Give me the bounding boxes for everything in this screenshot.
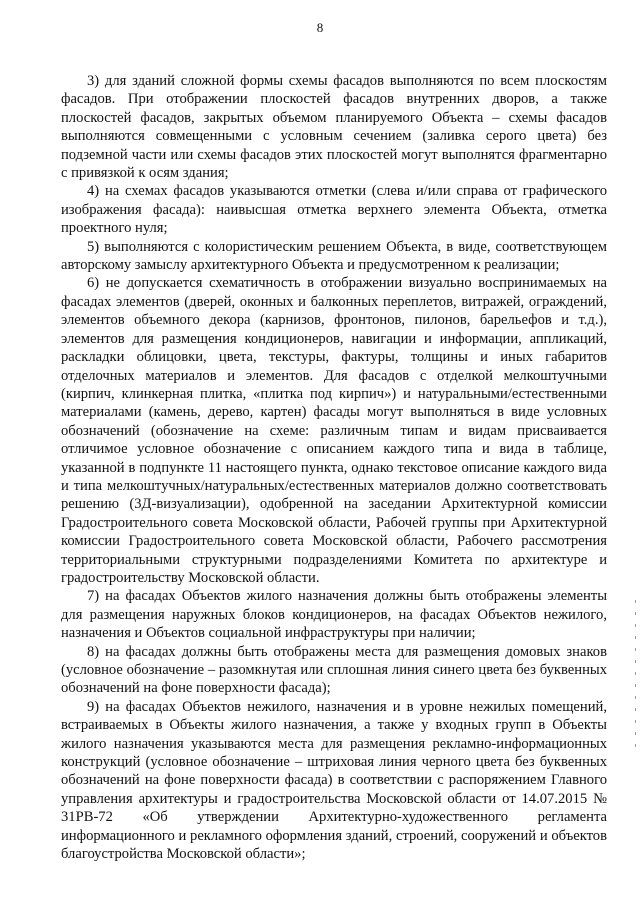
paragraph-item-4: 4) на схемах фасадов указываются отметки (слева и/или справа от графического изображения фасада): наивысшая отметка верхнего элемента Объекта, отметка проектного нуля; bbox=[61, 183, 607, 237]
paragraph-item-9: 9) на фасадах Объектов нежилого, назначения и в уровне нежилых помещений, встраиваемых в Объекты жилого назначения, а также у входных групп в Объекты жилого назначения указываются места для размещения рекламно-информационных конструкций (условное обозначение – штриховая линия черного цвета без буквенных обозначений на фоне поверхности фасада) в соответствии с распоряжением Главного управления архитектуры и градостроительства Московской области от 14.07.2015 № 31РВ-72 «Об утверждении Архитектурно-художественного регламента информационного и рекламного оформления зданий, строений, сооружений и объектов благоустройства Московской области»; bbox=[61, 698, 607, 863]
paragraph-item-8: 8) на фасадах должны быть отображены места для размещения домовых знаков (условное обозначение – разомкнутая или сплошная линия синего цвета без буквенных обозначений на фоне поверхности фасада); bbox=[61, 643, 607, 697]
paragraph-item-3: 3) для зданий сложной формы схемы фасадов выполняются по всем плоскостям фасадов. При отображении плоскостей фасадов внутренних дворов, а также плоскостей фасадов, закрытых объемом планируемого Объекта – схемы фасадов выполняются совмещенными с условным сечением (заливка серого цвета) без подземной части или схемы фасадов этих плоскостей могут выполнятся фрагментарно с привязкой к осям здания; bbox=[61, 73, 607, 182]
scan-edge-marks bbox=[635, 600, 637, 760]
paragraph-item-6: 6) не допускается схематичность в отображении визуально воспринимаемых на фасадах элементов (дверей, оконных и балконных переплетов, витражей, ограждений, элементов объемного декора (карнизов, фронтонов, пилонов, барельефов и т.д.), элементов для размещения кондиционеров, навигации и информации, аппликаций, раскладки облицовки, цвета, текстуры, фактуры, толщины и иных габаритов отделочных материалов и элементов. Для фасадов с отделкой мелкоштучными (кирпич, клинкерная плитка, «плитка под кирпич») и натуральными/естественными материалами (камень, дерево, картен) фасады могут выполняться в виде условных обозначений (обозначение на схеме: различным типам и видам присваивается отличимое условное обозначение с описанием каждого типа и вида в таблице, указанной в подпункте 11 настоящего пункта, однако текстовое описание каждого вида и типа мелкоштучных/натуральных/естественных материалов должно соответствовать решению (3Д-визуализации), одобренной на заседании Архитектурной комиссии Градостроительного совета Московской области, Рабочей группы при Архитектурной комиссии Градостроительного совета Московской области, Рабочего рассмотрения территориальными структурными подразделениями Комитета по архитектуре и градостроительству Московской области. bbox=[61, 275, 607, 586]
paragraph-item-5: 5) выполняются с колористическим решением Объекта, в виде, соответствующем авторскому замыслу архитектурного Объекта и предусмотренном к реализации; bbox=[61, 238, 607, 274]
document-body bbox=[61, 72, 607, 863]
paragraph-item-7: 7) на фасадах Объектов жилого назначения должны быть отображены элементы для размещения наружных блоков кондиционеров, на фасадах Объектов нежилого, назначения и Объектов социальной инфраструктуры при наличии; bbox=[61, 588, 607, 642]
page-number: 8 bbox=[316, 20, 324, 35]
